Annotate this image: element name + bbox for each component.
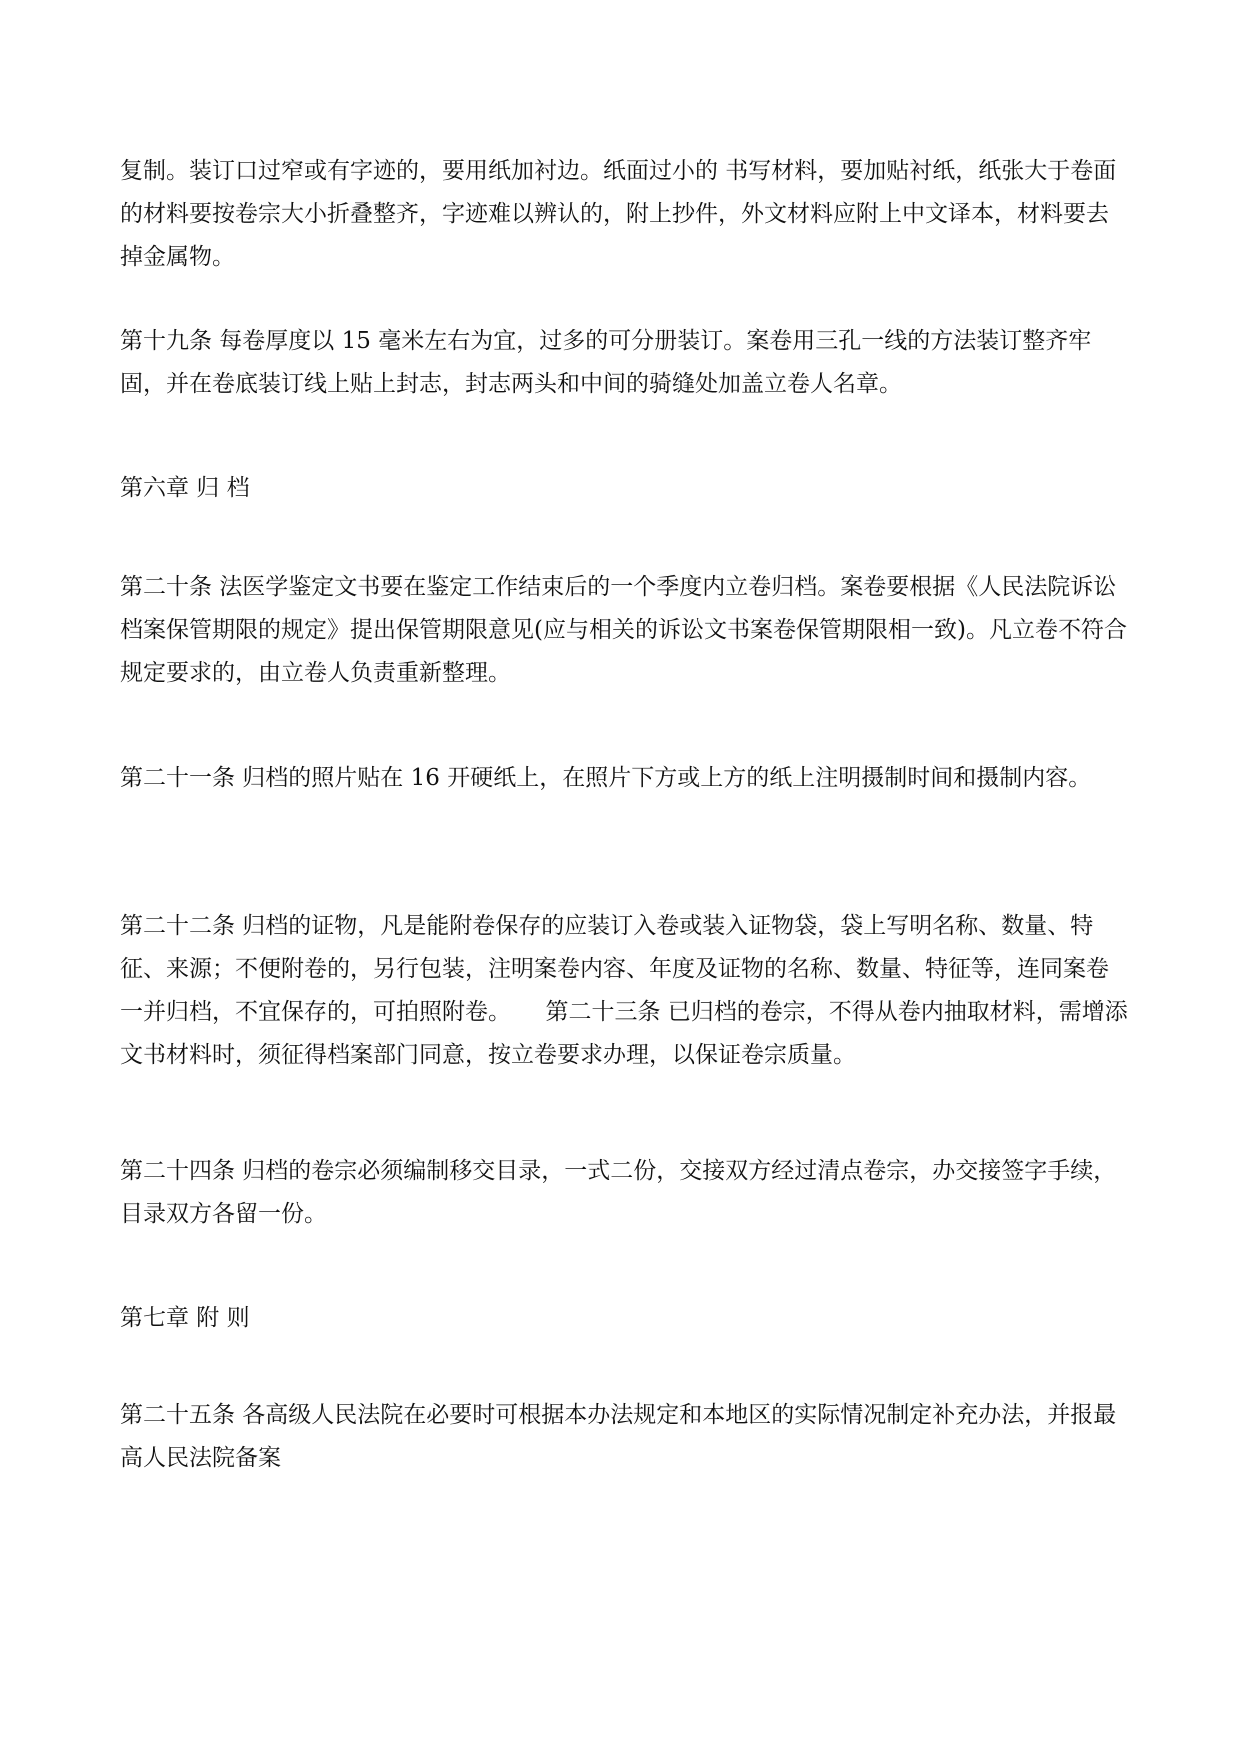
paragraph-binding-materials: 复制。装订口过窄或有字迹的，要用纸加衬边。纸面过小的 书写材料，要加贴衬纸，纸张大于卷面的材料要按卷宗大小折叠整齐，字迹难以辨认的，附上抄件，外文材料应附上中文译本，材料要去掉金属物。 [120,158,1117,270]
paragraph-article-24: 第二十四条 归档的卷宗必须编制移交目录，一式二份，交接双方经过清点卷宗，办交接签字手续，目录双方各留一份。 [120,1158,1117,1227]
paragraph-article-25: 第二十五条 各高级人民法院在必要时可根据本办法规定和本地区的实际情况制定补充办法，并报最高人民法院备案 [120,1402,1117,1471]
paragraph-article-21: 第二十一条 归档的照片贴在 16 开硬纸上，在照片下方或上方的纸上注明摄制时间和摄制内容。 [120,765,1092,791]
chapter-heading-7: 第七章 附 则 [120,1305,250,1331]
paragraph-article-20: 第二十条 法医学鉴定文书要在鉴定工作结束后的一个季度内立卷归档。案卷要根据《人民法院诉讼档案保管期限的规定》提出保管期限意见(应与相关的诉讼文书案卷保管期限相一致)。凡立卷不符合规定要求的，由立卷人负责重新整理。 [120,574,1127,686]
paragraph-article-22-23: 第二十二条 归档的证物，凡是能附卷保存的应装订入卷或装入证物袋，袋上写明名称、数量、特征、来源；不便附卷的，另行包装，注明案卷内容、年度及证物的名称、数量、特征等，连同案卷一并归档，不宜保存的，可拍照附卷。 第二十三条 已归档的卷宗，不得从卷内抽取材料，需增添文书材料时，须征得档案部门同意，按立卷要求办理，以保证卷宗质量。 [120,913,1128,1068]
chapter-heading-6: 第六章 归 档 [120,475,250,501]
paragraph-article-19: 第十九条 每卷厚度以 15 毫米左右为宜，过多的可分册装订。案卷用三孔一线的方法装订整齐牢固，并在卷底装订线上贴上封志，封志两头和中间的骑缝处加盖立卷人名章。 [120,328,1092,397]
